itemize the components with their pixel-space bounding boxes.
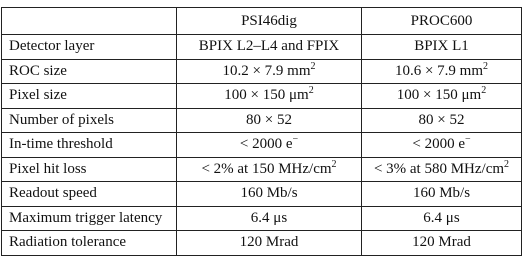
row-label: Pixel hit loss: [2, 157, 177, 182]
proc600-value: BPIX L1: [362, 35, 522, 60]
row-label: Radiation tolerance: [2, 231, 177, 256]
psi46dig-value: 80 × 52: [177, 108, 362, 133]
proc600-value: 160 Mb/s: [362, 182, 522, 207]
table-row: [2, 108, 522, 133]
proc600-value: 120 Mrad: [362, 231, 522, 256]
header-blank-cell: [2, 8, 177, 35]
value-text: < 2000 e: [412, 136, 465, 153]
header-proc600: PROC600: [362, 8, 522, 35]
table-row: [2, 157, 522, 182]
psi46dig-value: 160 Mb/s: [177, 182, 362, 207]
proc600-value: 80 × 52: [362, 108, 522, 133]
table-row: [2, 35, 522, 60]
psi46dig-value: BPIX L2–L4 and FPIX: [177, 35, 362, 60]
value-superscript: 2: [483, 60, 489, 72]
value-text: 10.2 × 7.9 mm: [222, 62, 311, 79]
table-row: [2, 59, 522, 84]
proc600-value: [362, 84, 522, 109]
value-text: < 2% at 150 MHz/cm: [201, 160, 332, 177]
psi46dig-value: 120 Mrad: [177, 231, 362, 256]
value-text: 100 × 150 μm: [396, 87, 482, 104]
table-row: [2, 84, 522, 109]
value-text: < 3% at 580 MHz/cm: [373, 160, 505, 177]
row-label: ROC size: [2, 59, 177, 84]
psi46dig-value: [177, 157, 362, 182]
row-label: Readout speed: [2, 182, 177, 207]
row-label: Number of pixels: [2, 108, 177, 133]
value-superscript: 2: [504, 158, 510, 170]
table-row: [2, 231, 522, 256]
value-superscript: −: [464, 134, 471, 146]
psi46dig-value: [177, 84, 362, 109]
proc600-value: [362, 133, 522, 158]
value-text: < 2000 e: [239, 136, 293, 153]
row-label: Detector layer: [2, 35, 177, 60]
table-row: [2, 133, 522, 158]
value-superscript: 2: [310, 60, 316, 72]
proc600-value: 6.4 μs: [362, 206, 522, 231]
psi46dig-value: [177, 59, 362, 84]
table-row: [2, 206, 522, 231]
value-text: 100 × 150 μm: [224, 87, 309, 104]
roc-comparison-table: [1, 7, 522, 256]
value-superscript: 2: [481, 85, 487, 97]
row-label: Maximum trigger latency: [2, 206, 177, 231]
value-superscript: 2: [331, 158, 337, 170]
psi46dig-value: [177, 133, 362, 158]
row-label: Pixel size: [2, 84, 177, 109]
proc600-value: [362, 59, 522, 84]
proc600-value: [362, 157, 522, 182]
value-superscript: −: [292, 134, 299, 146]
table-row: [2, 182, 522, 207]
header-row: [2, 8, 522, 35]
header-psi46dig: PSI46dig: [177, 8, 362, 35]
value-superscript: 2: [308, 85, 314, 97]
psi46dig-value: 6.4 μs: [177, 206, 362, 231]
value-text: 10.6 × 7.9 mm: [394, 62, 484, 79]
row-label: In-time threshold: [2, 133, 177, 158]
